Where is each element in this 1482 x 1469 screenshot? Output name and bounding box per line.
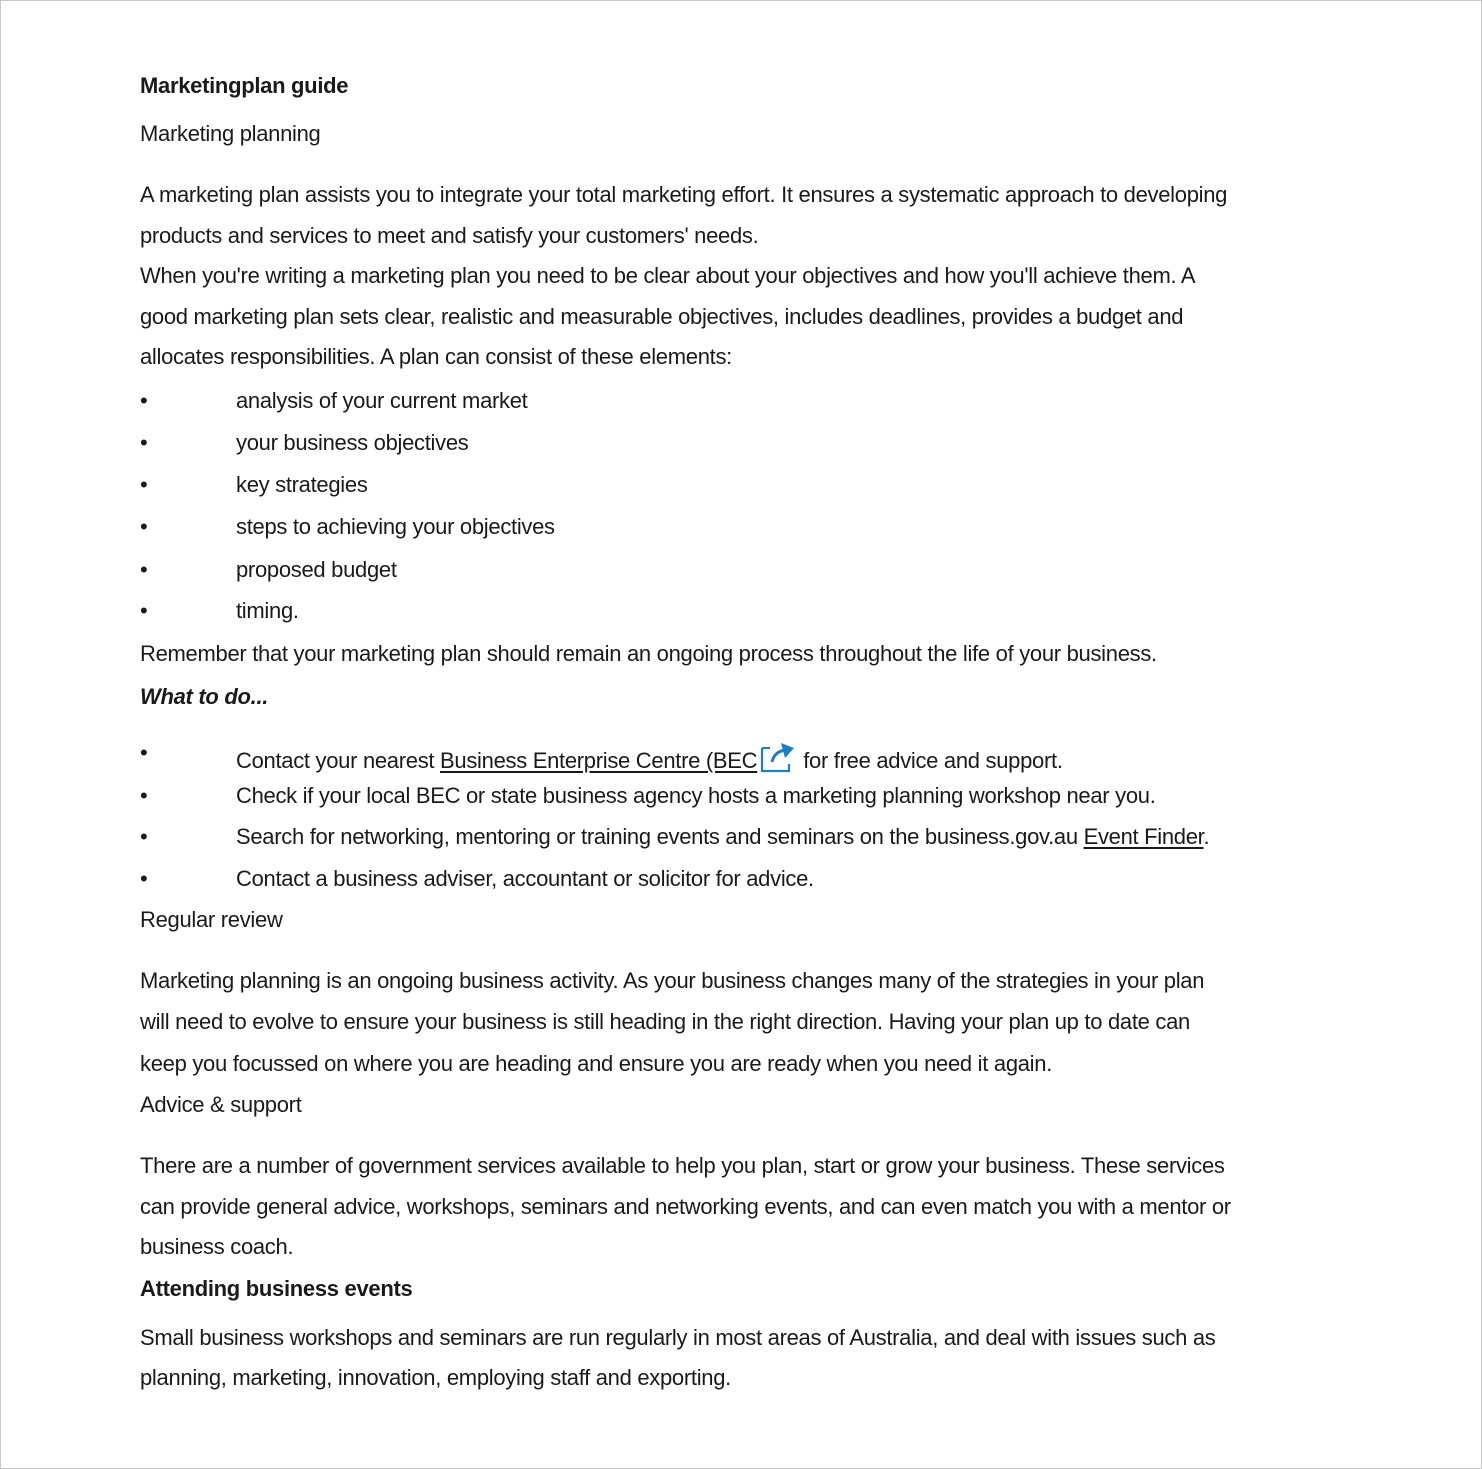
paragraph-line: When you're writing a marketing plan you need to be clear about your objectives and how you'll achieve them. A <box>140 263 1196 288</box>
bullet-icon: • <box>140 388 148 413</box>
section-heading-advice-support: Advice & support <box>140 1092 302 1117</box>
external-link-icon[interactable] <box>759 740 797 780</box>
bec-link[interactable]: Business Enterprise Centre (BEC <box>440 748 758 773</box>
list-item-text <box>236 824 1209 850</box>
document-title: Marketingplan guide <box>140 73 349 98</box>
bullet-icon: • <box>140 514 148 539</box>
list-item-text: proposed budget <box>236 557 397 582</box>
bullet-icon: • <box>140 598 148 623</box>
bullet-icon: • <box>140 557 148 582</box>
list-item-text: timing. <box>236 598 299 623</box>
list-item-prefix: Search for networking, mentoring or training events and seminars on the business.gov.au <box>236 824 1084 849</box>
paragraph-line: There are a number of government services available to help you plan, start or grow your business. These services <box>140 1153 1225 1178</box>
paragraph-line: Remember that your marketing plan should remain an ongoing process throughout the life of your business. <box>140 641 1157 666</box>
paragraph-line: A marketing plan assists you to integrate your total marketing effort. It ensures a systematic approach to developing <box>140 182 1228 207</box>
bullet-icon: • <box>140 472 148 497</box>
section-heading-what-to-do: What to do... <box>140 684 269 709</box>
bullet-icon: • <box>140 824 148 849</box>
list-item-text: Contact a business adviser, accountant or solicitor for advice. <box>236 866 814 891</box>
list-item-text: key strategies <box>236 472 368 497</box>
bullet-icon: • <box>140 866 148 891</box>
paragraph-line: Small business workshops and seminars are run regularly in most areas of Australia, and deal with issues such as <box>140 1325 1216 1350</box>
list-item-prefix: Contact your nearest <box>236 748 441 773</box>
list-item-text: Check if your local BEC or state business agency hosts a marketing planning workshop near you. <box>236 783 1156 808</box>
list-item-text: analysis of your current market <box>236 388 528 413</box>
paragraph-line: will need to evolve to ensure your business is still heading in the right direction. Having your plan up to date can <box>140 1009 1190 1034</box>
section-heading-attending-events: Attending business events <box>140 1276 413 1301</box>
paragraph-line: business coach. <box>140 1234 294 1259</box>
paragraph-line: Marketing planning is an ongoing business activity. As your business changes many of the strategies in your plan <box>140 968 1205 993</box>
paragraph-line: allocates responsibilities. A plan can consist of these elements: <box>140 344 732 369</box>
paragraph-line: good marketing plan sets clear, realistic and measurable objectives, includes deadlines, provides a budget and <box>140 304 1184 329</box>
section-heading-marketing-planning: Marketing planning <box>140 121 321 146</box>
bullet-icon: • <box>140 783 148 808</box>
paragraph-line: keep you focussed on where you are heading and ensure you are ready when you need it again. <box>140 1051 1053 1076</box>
list-item-text <box>236 740 1063 780</box>
list-item-text: steps to achieving your objectives <box>236 514 555 539</box>
list-item-text: your business objectives <box>236 430 469 455</box>
paragraph-line: can provide general advice, workshops, seminars and networking events, and can even match you with a mentor or <box>140 1194 1231 1219</box>
paragraph-line: planning, marketing, innovation, employing staff and exporting. <box>140 1365 731 1390</box>
list-item-suffix: for free advice and support. <box>803 748 1063 773</box>
bullet-icon: • <box>140 740 148 765</box>
section-heading-regular-review: Regular review <box>140 907 283 932</box>
bullet-icon: • <box>140 430 148 455</box>
event-finder-link[interactable]: Event Finder <box>1083 824 1204 849</box>
paragraph-line: products and services to meet and satisfy your customers' needs. <box>140 223 759 248</box>
list-item-suffix: . <box>1203 824 1210 849</box>
